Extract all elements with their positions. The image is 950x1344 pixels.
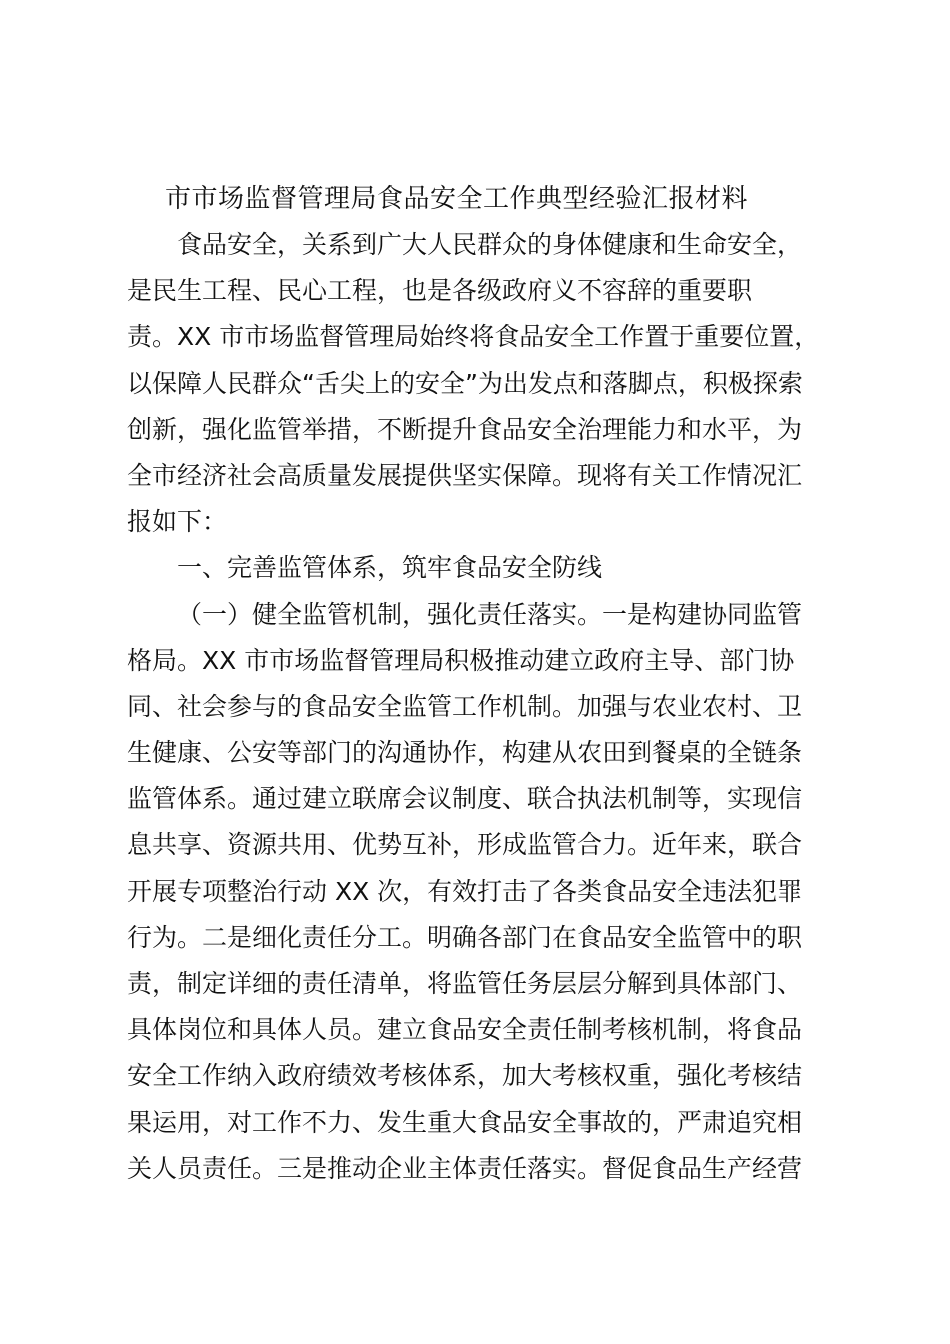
paragraph-line: 开展专项整治行动 XX 次，有效打击了各类食品安全违法犯罪 (127, 876, 803, 906)
section-heading: 一、完善监管体系，筑牢食品安全防线 (177, 553, 603, 583)
paragraph-line: 食品安全，关系到广大人民群众的身体健康和生命安全， (177, 230, 803, 259)
paragraph-line: 关人员责任。三是推动企业主体责任落实。督促食品生产经营 (127, 1153, 803, 1183)
paragraph-line: 是民生工程、民心工程，也是各级政府义不容辞的重要职 (127, 276, 753, 306)
paragraph-line: 监管体系。通过建立联席会议制度、联合执法机制等，实现信 (127, 784, 803, 814)
document-title: 市市场监督管理局食品安全工作典型经验汇报材料 (165, 184, 749, 214)
paragraph-line: 安全工作纳入政府绩效考核体系，加大考核权重，强化考核结 (127, 1061, 803, 1091)
paragraph-line: 具体岗位和具体人员。建立食品安全责任制考核机制，将食品 (127, 1015, 803, 1045)
paragraph-line: 息共享、资源共用、优势互补，形成监管合力。近年来，联合 (127, 830, 803, 860)
paragraph-line: 责。XX 市市场监督管理局始终将食品安全工作置于重要位置， (127, 322, 820, 352)
paragraph-line: 报如下： (127, 507, 228, 537)
paragraph-line: 生健康、公安等部门的沟通协作，构建从农田到餐桌的全链条 (127, 738, 803, 768)
paragraph-line: 行为。二是细化责任分工。明确各部门在食品安全监管中的职 (127, 922, 803, 952)
paragraph-line: 格局。XX 市市场监督管理局积极推动建立政府主导、部门协 (127, 645, 795, 675)
document-body (127, 222, 827, 1192)
paragraph-line: 创新，强化监管举措，不断提升食品安全治理能力和水平，为 (127, 414, 803, 444)
paragraph-line: 责，制定详细的责任清单，将监管任务层层分解到具体部门、 (127, 969, 803, 998)
paragraph-line: 全市经济社会高质量发展提供坚实保障。现将有关工作情况汇 (127, 460, 803, 490)
paragraph-line: （一）健全监管机制，强化责任落实。一是构建协同监管 (177, 599, 803, 629)
paragraph-line: 同、社会参与的食品安全监管工作机制。加强与农业农村、卫 (127, 691, 803, 721)
paragraph-line: 果运用，对工作不力、发生重大食品安全事故的，严肃追究相 (127, 1107, 803, 1137)
paragraph-line: 以保障人民群众“舌尖上的安全”为出发点和落脚点，积极探索 (127, 368, 803, 398)
